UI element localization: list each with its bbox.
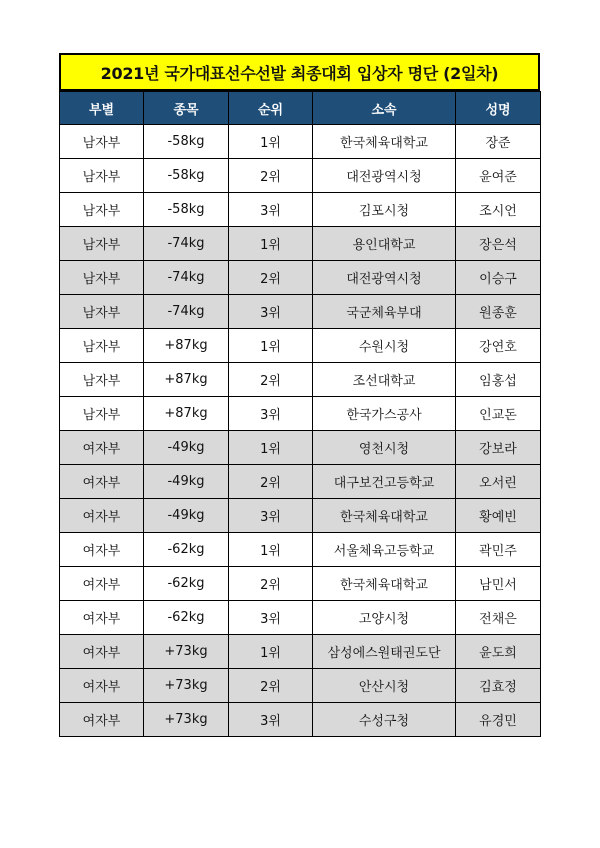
- cell-team: 대구보건고등학교: [313, 465, 456, 499]
- cell-rank: 2위: [229, 159, 313, 193]
- cell-team: 수원시청: [313, 329, 456, 363]
- cell-division: 남자부: [60, 261, 144, 295]
- cell-team: 영천시청: [313, 431, 456, 465]
- cell-weight-class: +87kg: [144, 363, 229, 397]
- cell-name: 장준: [456, 125, 541, 159]
- cell-division: 여자부: [60, 703, 144, 737]
- cell-rank: 2위: [229, 261, 313, 295]
- cell-division: 여자부: [60, 431, 144, 465]
- results-sheet: [59, 53, 540, 737]
- cell-weight-class: -49kg: [144, 431, 229, 465]
- cell-name: 조시언: [456, 193, 541, 227]
- cell-weight-class: +87kg: [144, 397, 229, 431]
- cell-division: 여자부: [60, 601, 144, 635]
- cell-weight-class: -62kg: [144, 601, 229, 635]
- cell-name: 임홍섭: [456, 363, 541, 397]
- table-row: [60, 295, 541, 329]
- cell-weight-class: -74kg: [144, 295, 229, 329]
- cell-team: 대전광역시청: [313, 159, 456, 193]
- cell-division: 남자부: [60, 125, 144, 159]
- cell-name: 윤도희: [456, 635, 541, 669]
- cell-name: 김효정: [456, 669, 541, 703]
- cell-team: 한국체육대학교: [313, 125, 456, 159]
- cell-rank: 2위: [229, 669, 313, 703]
- cell-division: 여자부: [60, 465, 144, 499]
- table-row: [60, 465, 541, 499]
- table-row: [60, 431, 541, 465]
- cell-team: 서울체육고등학교: [313, 533, 456, 567]
- table-row: [60, 329, 541, 363]
- cell-name: 인교돈: [456, 397, 541, 431]
- cell-weight-class: +73kg: [144, 703, 229, 737]
- cell-weight-class: -58kg: [144, 193, 229, 227]
- table-row: [60, 227, 541, 261]
- cell-name: 전채은: [456, 601, 541, 635]
- cell-rank: 3위: [229, 397, 313, 431]
- cell-division: 여자부: [60, 533, 144, 567]
- cell-division: 여자부: [60, 669, 144, 703]
- table-body: [60, 125, 541, 737]
- cell-team: 조선대학교: [313, 363, 456, 397]
- table-row: [60, 703, 541, 737]
- cell-team: 한국가스공사: [313, 397, 456, 431]
- cell-division: 여자부: [60, 567, 144, 601]
- cell-division: 남자부: [60, 295, 144, 329]
- cell-weight-class: -62kg: [144, 567, 229, 601]
- cell-weight-class: -74kg: [144, 227, 229, 261]
- cell-rank: 3위: [229, 295, 313, 329]
- cell-team: 용인대학교: [313, 227, 456, 261]
- results-table: [59, 91, 541, 737]
- cell-name: 강보라: [456, 431, 541, 465]
- table-row: [60, 159, 541, 193]
- cell-division: 남자부: [60, 363, 144, 397]
- cell-team: 김포시청: [313, 193, 456, 227]
- cell-team: 대전광역시청: [313, 261, 456, 295]
- header-rank: 순위: [229, 92, 313, 125]
- cell-rank: 3위: [229, 193, 313, 227]
- table-row: [60, 635, 541, 669]
- cell-division: 남자부: [60, 227, 144, 261]
- table-row: [60, 601, 541, 635]
- cell-team: 안산시청: [313, 669, 456, 703]
- cell-weight-class: -62kg: [144, 533, 229, 567]
- table-row: [60, 533, 541, 567]
- cell-name: 이승구: [456, 261, 541, 295]
- cell-rank: 3위: [229, 601, 313, 635]
- cell-weight-class: -74kg: [144, 261, 229, 295]
- table-row: [60, 499, 541, 533]
- cell-team: 한국체육대학교: [313, 567, 456, 601]
- cell-name: 강연호: [456, 329, 541, 363]
- cell-team: 고양시청: [313, 601, 456, 635]
- table-row: [60, 363, 541, 397]
- cell-weight-class: -49kg: [144, 465, 229, 499]
- header-weight-class: 종목: [144, 92, 229, 125]
- table-row: [60, 261, 541, 295]
- cell-name: 오서린: [456, 465, 541, 499]
- table-header-row: [60, 92, 541, 125]
- cell-rank: 2위: [229, 465, 313, 499]
- table-row: [60, 567, 541, 601]
- cell-name: 윤여준: [456, 159, 541, 193]
- cell-rank: 2위: [229, 363, 313, 397]
- table-row: [60, 397, 541, 431]
- cell-weight-class: -49kg: [144, 499, 229, 533]
- cell-rank: 2위: [229, 567, 313, 601]
- cell-name: 원종훈: [456, 295, 541, 329]
- cell-weight-class: +73kg: [144, 635, 229, 669]
- cell-weight-class: +73kg: [144, 669, 229, 703]
- table-row: [60, 193, 541, 227]
- cell-rank: 1위: [229, 533, 313, 567]
- cell-weight-class: -58kg: [144, 159, 229, 193]
- cell-weight-class: +87kg: [144, 329, 229, 363]
- cell-division: 여자부: [60, 635, 144, 669]
- cell-name: 남민서: [456, 567, 541, 601]
- header-name: 성명: [456, 92, 541, 125]
- cell-weight-class: -58kg: [144, 125, 229, 159]
- document-title: 2021년 국가대표선수선발 최종대회 입상자 명단 (2일차): [59, 53, 540, 91]
- cell-rank: 1위: [229, 635, 313, 669]
- cell-rank: 1위: [229, 125, 313, 159]
- header-team: 소속: [313, 92, 456, 125]
- cell-team: 국군체육부대: [313, 295, 456, 329]
- table-row: [60, 669, 541, 703]
- cell-rank: 3위: [229, 499, 313, 533]
- cell-team: 한국체육대학교: [313, 499, 456, 533]
- cell-name: 유경민: [456, 703, 541, 737]
- cell-rank: 1위: [229, 329, 313, 363]
- header-division: 부별: [60, 92, 144, 125]
- cell-division: 남자부: [60, 329, 144, 363]
- cell-team: 수성구청: [313, 703, 456, 737]
- table-row: [60, 125, 541, 159]
- cell-division: 여자부: [60, 499, 144, 533]
- cell-rank: 1위: [229, 227, 313, 261]
- cell-rank: 1위: [229, 431, 313, 465]
- cell-name: 곽민주: [456, 533, 541, 567]
- cell-division: 남자부: [60, 193, 144, 227]
- cell-team: 삼성에스원태권도단: [313, 635, 456, 669]
- cell-name: 황예빈: [456, 499, 541, 533]
- cell-name: 장은석: [456, 227, 541, 261]
- cell-division: 남자부: [60, 397, 144, 431]
- cell-division: 남자부: [60, 159, 144, 193]
- cell-rank: 3위: [229, 703, 313, 737]
